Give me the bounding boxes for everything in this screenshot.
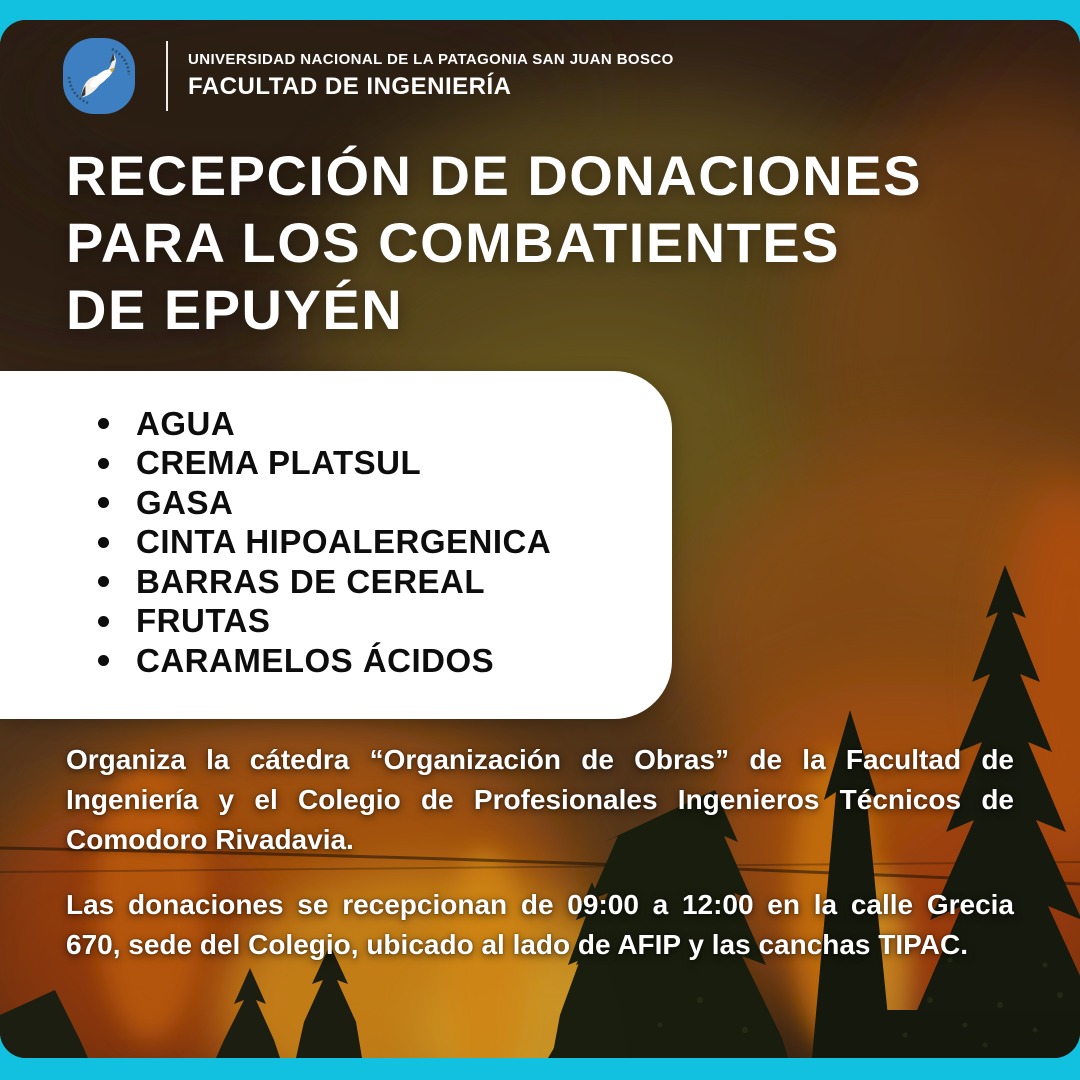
item-label: AGUA	[136, 404, 236, 442]
bullet-icon	[98, 537, 109, 548]
university-name: UNIVERSIDAD NACIONAL DE LA PATAGONIA SAN JUAN BOSCO	[188, 51, 674, 68]
bullet-icon	[98, 497, 109, 508]
item-label: BARRAS DE CEREAL	[136, 562, 486, 600]
donations-card	[0, 371, 672, 719]
logo-divider	[166, 41, 168, 111]
item-label: CREMA PLATSUL	[136, 444, 422, 482]
list-item	[98, 562, 672, 602]
bullet-icon	[98, 458, 109, 469]
paragraph-line: Comodoro Rivadavia.	[66, 824, 354, 855]
paragraph-line: Ingeniería y el Colegio de Profesionales Ingenieros Técnicos de	[66, 784, 1014, 815]
paragraph-line: Las donaciones se recepcionan de 09:00 a 12:00 en la calle Grecia	[66, 889, 1014, 920]
university-header	[60, 36, 674, 116]
faculty-name: FACULTAD DE INGENIERÍA	[188, 73, 512, 100]
paragraph-line: Organiza la cátedra “Organización de Obras” de la Facultad de	[66, 744, 1014, 775]
list-item	[98, 641, 672, 681]
list-item	[98, 523, 672, 563]
bullet-icon	[98, 418, 109, 429]
albatross-icon	[60, 37, 138, 115]
details-paragraph	[66, 885, 1014, 965]
organizer-paragraph	[66, 740, 1014, 860]
bullet-icon	[98, 616, 109, 627]
title-line: PARA LOS COMBATIENTES	[66, 211, 841, 274]
list-item	[98, 444, 672, 484]
item-label: CARAMELOS ÁCIDOS	[136, 641, 495, 679]
bullet-icon	[98, 576, 109, 587]
page-title	[66, 142, 922, 343]
list-item	[98, 602, 672, 642]
title-line: DE EPUYÉN	[66, 278, 404, 341]
list-item	[98, 404, 672, 444]
bullet-icon	[98, 655, 109, 666]
item-label: CINTA HIPOALERGENICA	[136, 523, 552, 561]
info-paragraphs	[66, 740, 1014, 990]
header-text	[188, 50, 674, 102]
list-item	[98, 483, 672, 523]
paragraph-line: 670, sede del Colegio, ubicado al lado de AFIP y las canchas TIPAC.	[66, 929, 968, 960]
item-label: GASA	[136, 483, 234, 521]
donations-list	[0, 371, 672, 681]
item-label: FRUTAS	[136, 602, 271, 640]
title-line: RECEPCIÓN DE DONACIONES	[66, 144, 922, 207]
